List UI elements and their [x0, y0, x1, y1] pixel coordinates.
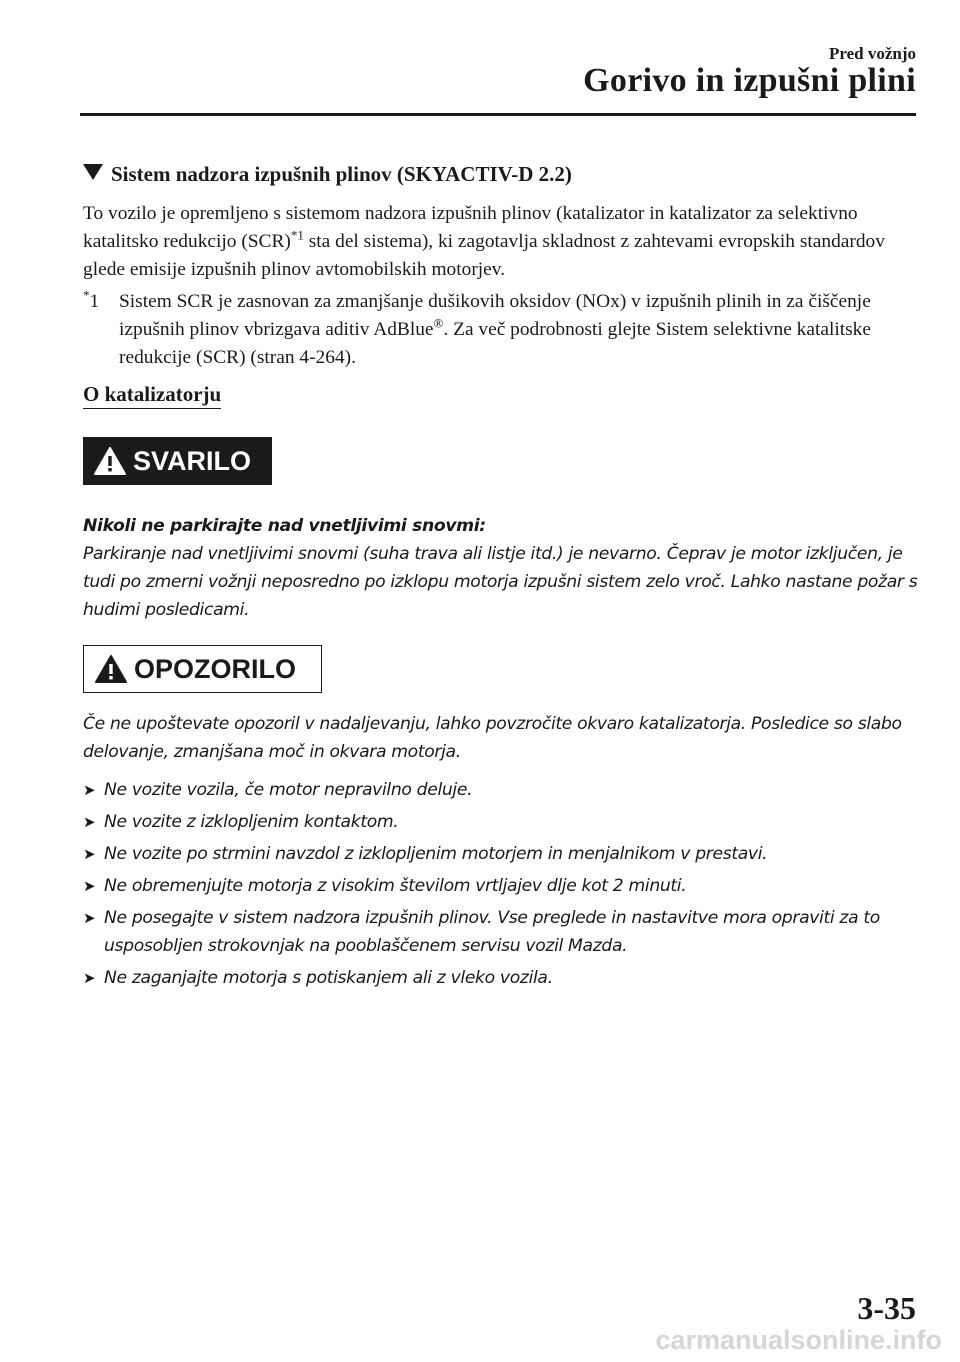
- list-item: [83, 808, 923, 836]
- list-item: [83, 776, 923, 804]
- subheading: O katalizatorju: [83, 382, 221, 409]
- list-item-text: Ne vozite vozila, če motor nepravilno deluje.: [104, 780, 473, 800]
- arrow-bullet-icon: ➤: [83, 909, 96, 927]
- arrow-bullet-icon: ➤: [83, 781, 96, 799]
- footnote-text: [83, 288, 923, 372]
- arrow-bullet-icon: ➤: [83, 813, 96, 831]
- triangle-down-icon: [83, 164, 103, 180]
- list-item-text: Ne posegajte v sistem nadzora izpušnih plinov. Vse preglede in nastavitve mora opraviti za to usposobljen strokovnjak na pooblaščenem servisu vozil Mazda.: [104, 908, 880, 956]
- danger-text: Parkiranje nad vnetljivimi snovmi (suha trava ali listje itd.) je nevarno. Čeprav je motor izključen, je tudi po zmerni vožnji neposredno po izklopu motorja izpušni sistem zelo vroč. Lahko nastane požar s hudimi posledicami.: [83, 544, 918, 620]
- footnote-reference: *1: [290, 227, 304, 243]
- danger-badge: [83, 437, 272, 485]
- warning-triangle-icon: [94, 654, 128, 684]
- intro-text-part-1: To vozilo je opremljeno s sistemom nadzora izpušnih plinov (katalizator in katalizator za selektivno katalitsko redukcijo (SCR): [83, 203, 858, 252]
- list-item: [83, 840, 923, 868]
- list-item-text: Ne vozite z izklopljenim kontaktom.: [104, 812, 399, 832]
- list-item-text: Ne obremenjujte motorja z visokim številom vrtljajev dlje kot 2 minuti.: [104, 876, 687, 896]
- header-chapter-title: Gorivo in izpušni plini: [583, 62, 916, 99]
- list-item-text: Ne vozite po strmini navzdol z izklopljenim motorjem in menjalnikom v prestavi.: [104, 844, 768, 864]
- danger-title: Nikoli ne parkirajte nad vnetljivimi snovmi:: [83, 516, 486, 536]
- watermark: carmanualsonline.info: [655, 1325, 942, 1355]
- page-number: 3-35: [857, 1290, 916, 1326]
- warning-badge: [83, 645, 322, 693]
- list-item: [83, 872, 923, 900]
- footnote-text-part-1: Sistem SCR je zasnovan za zmanjšanje dušikovih oksidov (NOx) v izpušnih plinih in za čiščenje izpušnih plinov vbrizgava aditiv AdBlue: [119, 291, 871, 340]
- warning-text: Če ne upoštevate opozoril v nadaljevanju, lahko povzročite okvaro katalizatorja. Posledice so slabo delovanje, zmanjšana moč in okvara motorja.: [83, 714, 902, 762]
- registered-mark: ®: [433, 315, 444, 331]
- arrow-bullet-icon: ➤: [83, 877, 96, 895]
- warning-label: OPOZORILO: [134, 653, 296, 684]
- header-rule: [80, 113, 916, 116]
- danger-label: SVARILO: [133, 445, 252, 476]
- list-item-text: Ne zaganjajte motorja s potiskanjem ali z vleko vozila.: [104, 968, 553, 988]
- arrow-bullet-icon: ➤: [83, 845, 96, 863]
- header-section-title: Pred vožnjo: [828, 44, 916, 63]
- section-heading: [83, 162, 572, 187]
- footnote-text-part-2: . Za več podrobnosti glejte Sistem selektivne katalitske redukcije (SCR) (stran 4-264).: [119, 319, 871, 368]
- list-item: [83, 904, 923, 960]
- intro-text-part-2: sta del sistema), ki zagotavlja skladnost z zahtevami evropskih standardov glede emisije izpušnih plinov avtomobilskih motorjev.: [83, 231, 885, 280]
- arrow-bullet-icon: ➤: [83, 969, 96, 987]
- section-heading-text: Sistem nadzora izpušnih plinov (SKYACTIV-D 2.2): [111, 162, 572, 186]
- warning-triangle-icon: [93, 446, 127, 476]
- intro-paragraph: [83, 200, 923, 284]
- footnote-number: 1: [89, 291, 100, 312]
- list-item: [83, 964, 923, 992]
- footnote-asterisk: *: [83, 287, 90, 303]
- footnote: [83, 288, 923, 372]
- danger-block: [83, 512, 923, 624]
- warning-list: [83, 776, 923, 996]
- footnote-marker: [83, 288, 99, 316]
